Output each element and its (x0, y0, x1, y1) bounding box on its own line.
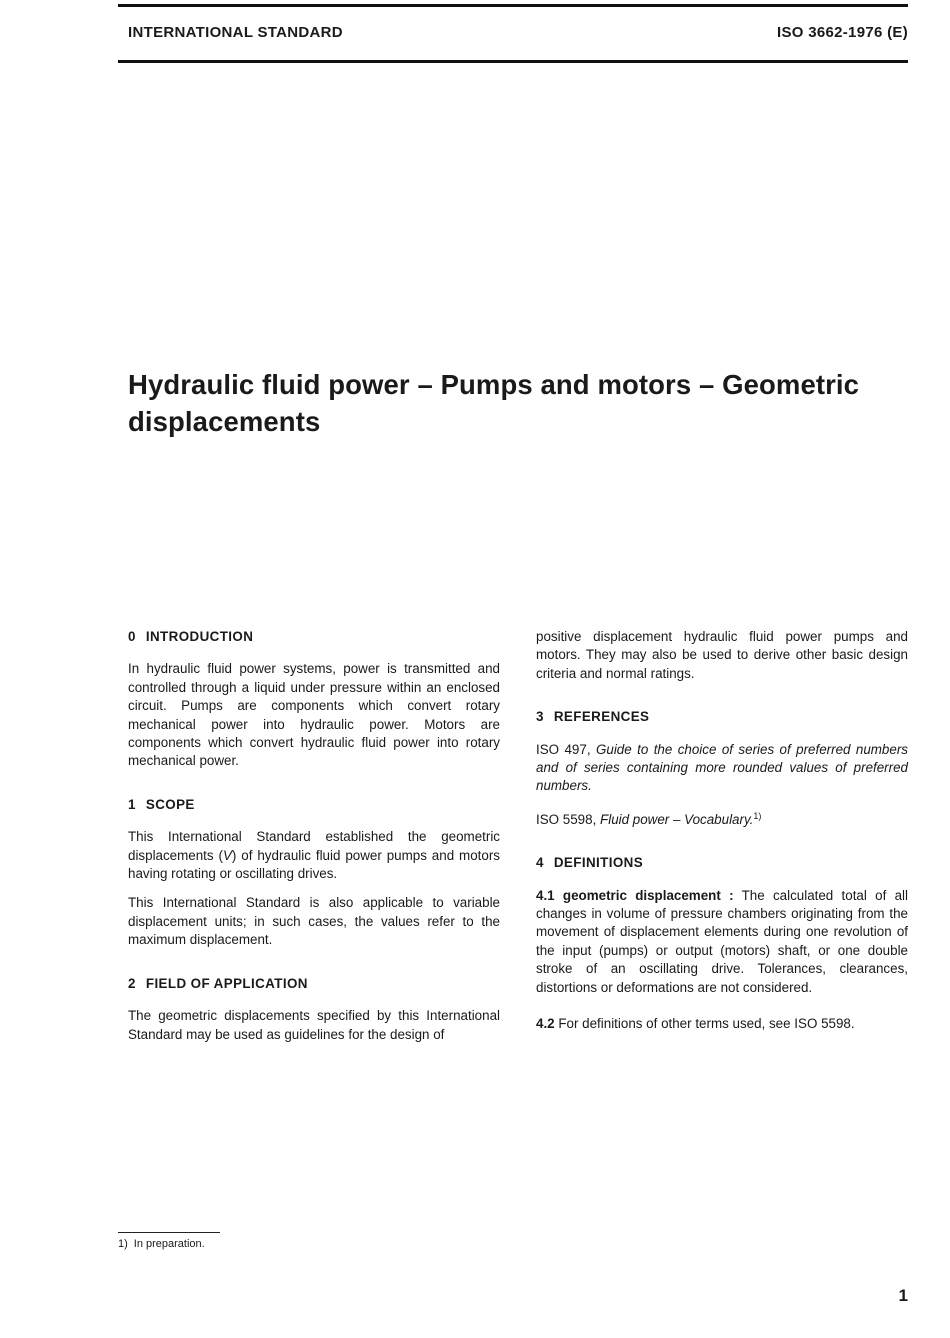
right-column (536, 628, 908, 1059)
section-field-of-application (128, 975, 500, 1044)
left-column (128, 628, 500, 1069)
page-number: 1 (898, 1286, 908, 1305)
footnote-reference: 1) (753, 810, 762, 821)
section-field-continued (536, 628, 908, 683)
definition-item: 4.2 For definitions of other terms used, see ISO 5598. (536, 1016, 855, 1032)
section-heading: 2 FIELD OF APPLICATION (128, 975, 308, 991)
top-rule (118, 4, 908, 7)
footnote: 1) In preparation. (118, 1238, 205, 1250)
header-standard-type: INTERNATIONAL STANDARD (128, 24, 343, 41)
footnote-rule (118, 1232, 220, 1233)
section-heading: 4 DEFINITIONS (536, 855, 644, 871)
paragraph: This International Standard established the geometric displacements (V) of hydraulic fluid power pumps and motors having rotating or oscillating drives. (128, 829, 500, 882)
definition-item: 4.1 geometric displacement : The calculated total of all changes in volume of pressure chambers originating from the movement of displacement elements during one revolution of the input (pumps) or output (motors) shaft, or one double stroke of an oscillating drive. Tolerances, clearances, distortions or deformations are not considered. (536, 887, 908, 995)
section-heading: 3 REFERENCES (536, 709, 650, 725)
section-definitions (536, 854, 908, 1033)
section-scope (128, 796, 500, 950)
reference-item: ISO 5598, Fluid power – Vocabulary.$^{1)}$ (536, 810, 762, 827)
header-standard-code: ISO 3662-1976 (E) (776, 24, 908, 41)
header-rule (118, 60, 908, 63)
paragraph: In hydraulic fluid power systems, power is transmitted and controlled through a liquid under pressure within an enclosed circuit. Pumps are components which convert rotary mechanical power into hydraulic power. Motors are components which convert hydraulic fluid power into rotary mechanical power. (128, 661, 500, 769)
document-title: Hydraulic fluid power – Pumps and motors – Geometric displacements (128, 369, 860, 437)
paragraph: The geometric displacements specified by this International Standard may be used as guidelines for the design of (128, 1008, 500, 1042)
section-references (536, 708, 908, 829)
section-introduction (128, 628, 500, 771)
paragraph: positive displacement hydraulic fluid power pumps and motors. They may also be used to derive other basic design criteria and normal ratings. (536, 629, 908, 681)
section-heading: 0 INTRODUCTION (128, 629, 254, 644)
reference-item: ISO 497, Guide to the choice of series of preferred numbers and of series containing more rounded values of preferred numbers. (536, 741, 908, 794)
section-heading: 1 SCOPE (128, 796, 195, 812)
paragraph: This International Standard is also applicable to variable displacement units; in such cases, the values refer to the maximum displacement. (128, 895, 500, 948)
